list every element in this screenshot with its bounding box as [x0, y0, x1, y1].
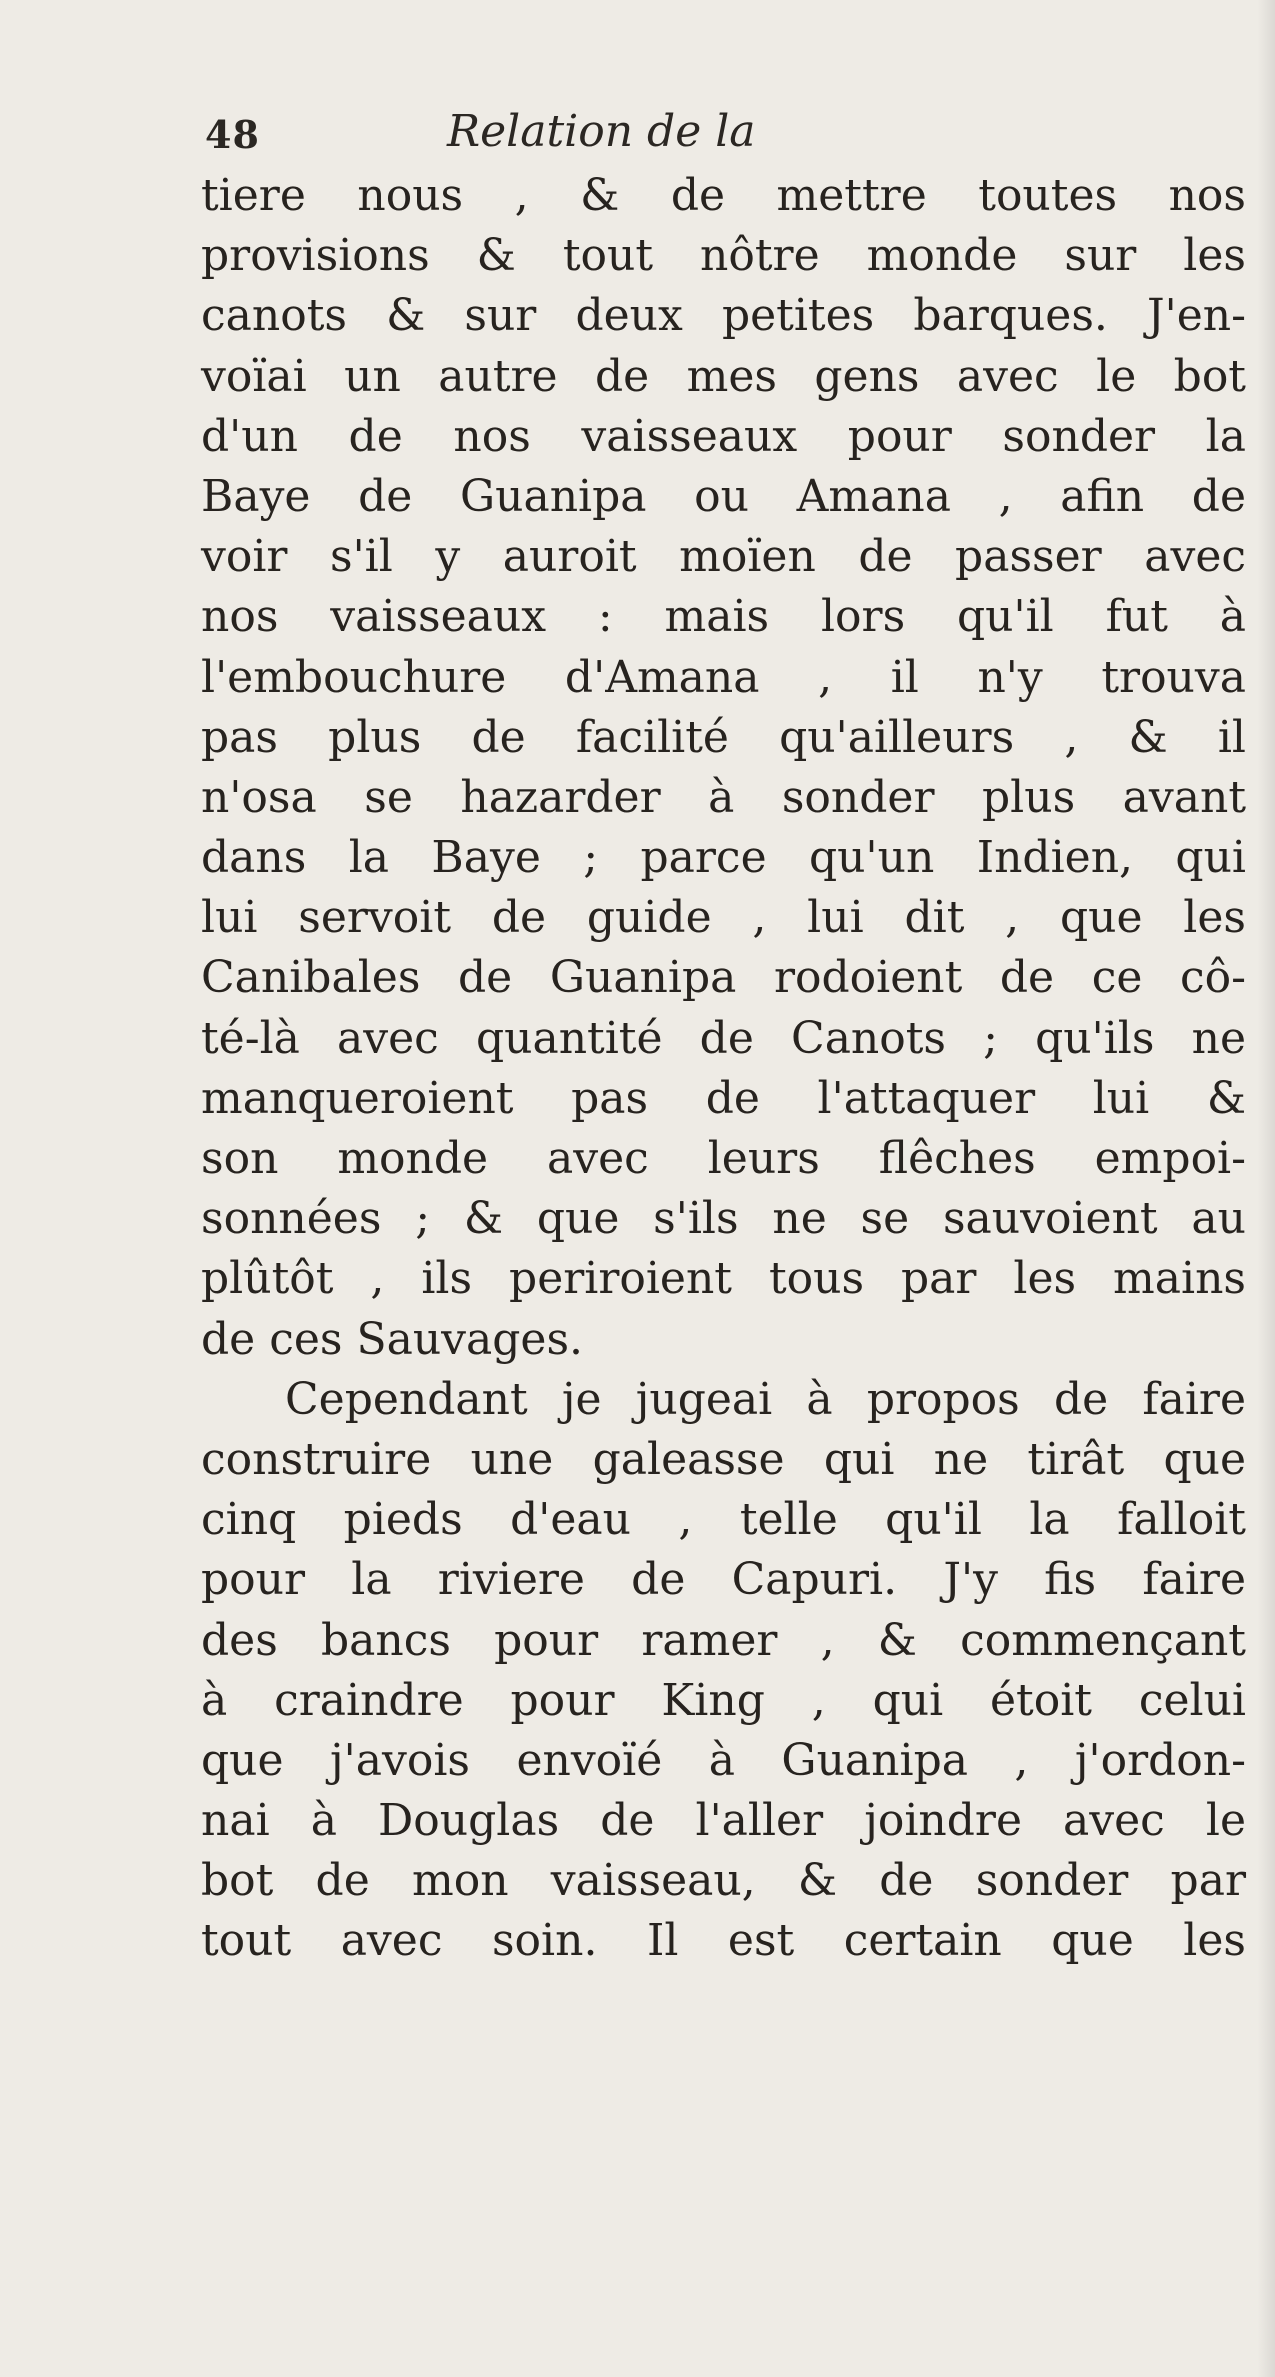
page-edge-shadow — [1257, 0, 1275, 2377]
text-line: Canibales de Guanipa rodoient de ce cô- — [201, 952, 1246, 1004]
text-line: cinq pieds d'eau , telle qu'il la falloit — [201, 1494, 1246, 1546]
text-line: dans la Baye ; parce qu'un Indien, qui — [201, 832, 1246, 884]
text-line: son monde avec leurs flêches empoi- — [201, 1133, 1246, 1184]
text-line: pour la riviere de Capuri. J'y fis faire — [201, 1554, 1246, 1606]
text-line: provisions & tout nôtre monde sur les — [201, 230, 1246, 282]
page-number: 48 — [205, 112, 260, 157]
text-line: plûtôt , ils periroient tous par les mains — [201, 1253, 1246, 1305]
text-line: des bancs pour ramer , & commençant — [201, 1614, 1246, 1666]
text-line: manqueroient pas de l'attaquer lui & — [201, 1072, 1246, 1124]
text-line: lui servoit de guide , lui dit , que les — [201, 892, 1246, 944]
text-line: nai à Douglas de l'aller joindre avec le — [201, 1795, 1246, 1847]
paragraph-start-line: Cependant je jugeai à propos de faire — [285, 1373, 1246, 1425]
text-line: té-là avec quantité de Canots ; qu'ils ne — [201, 1012, 1246, 1064]
text-line: nos vaisseaux : mais lors qu'il fut à — [201, 591, 1246, 643]
text-line: voïai un autre de mes gens avec le bot — [201, 350, 1246, 402]
text-line: bot de mon vaisseau, & de sonder par — [201, 1855, 1246, 1907]
text-line: que j'avois envoïé à Guanipa , j'ordon- — [201, 1734, 1246, 1786]
text-line: voir s'il y auroit moïen de passer avec — [201, 531, 1246, 583]
body-text — [201, 166, 1246, 1972]
running-head: Relation de la — [447, 106, 756, 157]
text-line: construire une galeasse qui ne tirât que — [201, 1433, 1246, 1485]
text-line: tiere nous , & de mettre toutes nos — [201, 170, 1246, 221]
text-line: n'osa se hazarder à sonder plus avant — [201, 771, 1246, 823]
text-line: pas plus de facilité qu'ailleurs , & il — [201, 711, 1246, 763]
text-line: à craindre pour King , qui étoit celui — [201, 1674, 1246, 1726]
paragraph-end-line: de ces Sauvages. — [201, 1313, 584, 1365]
page-header — [0, 106, 1275, 172]
text-line: sonnées ; & que s'ils ne se sauvoient au — [201, 1193, 1246, 1245]
text-line: Baye de Guanipa ou Amana , afin de — [201, 470, 1246, 522]
text-line: tout avec soin. Il est certain que les — [201, 1915, 1246, 1967]
text-line: l'embouchure d'Amana , il n'y trouva — [201, 651, 1246, 703]
text-line: d'un de nos vaisseaux pour sonder la — [201, 410, 1246, 462]
text-line: canots & sur deux petites barques. J'en- — [201, 290, 1246, 342]
